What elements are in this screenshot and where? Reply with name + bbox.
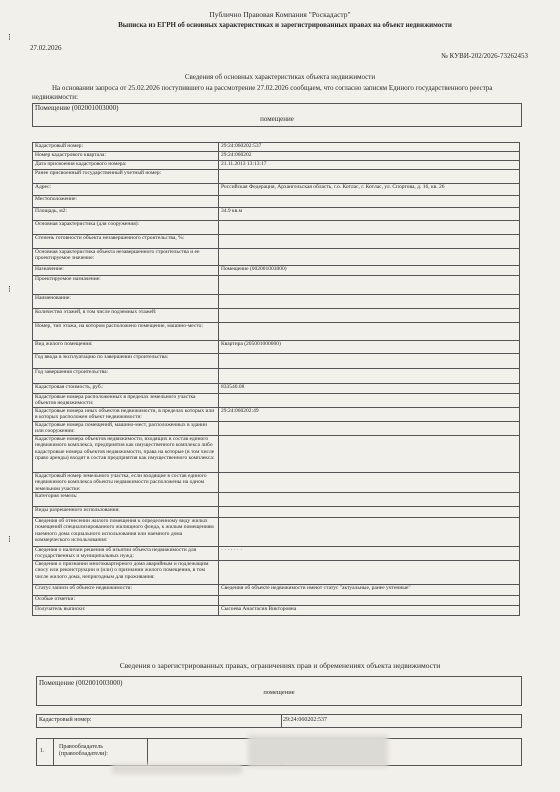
object-type: помещение <box>260 115 294 123</box>
row-value: 833540.08 <box>219 384 520 394</box>
staple-mark: ⁝ <box>8 32 10 42</box>
document-number-suffix: 2453 <box>514 52 528 60</box>
row-label: Сведения о признании многоквартирного дома аварийным и подлежащим сносу или реконструкции и (или) о признании жилого помещения, в том числе жилого дома, непригодным для проживания: <box>33 561 219 585</box>
row-value <box>219 170 520 184</box>
rights-object-header-box <box>36 676 522 706</box>
row-value <box>219 354 520 369</box>
row-value <box>219 235 520 249</box>
row-value <box>219 472 520 492</box>
section-main-characteristics-title: Сведения об основных характеристиках объекта недвижимости <box>184 73 376 81</box>
row-label: Год ввода в эксплуатацию по завершении строительства: <box>33 354 219 369</box>
row-value <box>219 221 520 235</box>
characteristics-row <box>33 161 520 170</box>
row-label: Степень готовности объекта незавершенного строительства, %: <box>33 235 219 249</box>
row-label: Адрес: <box>33 184 219 196</box>
characteristics-row <box>33 493 520 507</box>
extract-date: 27.02.2026 <box>30 44 62 52</box>
row-value: 34.9 кв.м <box>219 208 520 221</box>
row-label: Кадастровые номера объектов недвижимости, входящих в состав единого недвижимого комплекса, предприятия как имущественного комплекса либо кадастровые номера объектов недвижимости, права на которые (в том числе право аренды) входят в состав предприятия как имущественного комплекса: <box>33 435 219 472</box>
row-value <box>219 369 520 384</box>
row-label: Проектируемое назначение: <box>33 276 219 295</box>
row-value <box>219 421 520 435</box>
characteristics-row <box>33 295 520 309</box>
row-value <box>219 196 520 208</box>
row-value: Российская Федерация, Архангельская область, г.о. Котлас, г. Котлас, ул. Спортова, д. 16, кв. 26 <box>219 184 520 196</box>
characteristics-row <box>33 170 520 184</box>
object-label: Помещение (002001003000) <box>35 104 119 112</box>
rights-object-label: Помещение (002001003000) <box>39 679 123 687</box>
row-label: Кадастровый номер: <box>33 143 219 152</box>
document-number <box>441 52 528 60</box>
characteristics-row <box>33 309 520 323</box>
row-label: Год завершения строительства: <box>33 369 219 384</box>
characteristics-row <box>33 369 520 384</box>
characteristics-row <box>33 249 520 266</box>
object-header-box <box>32 103 522 127</box>
row-label: Кадастровая стоимость, руб.: <box>33 384 219 394</box>
row-value: 29:24:060202:49 <box>219 407 520 421</box>
staple-mark: ⁝ <box>8 284 10 294</box>
row-value <box>219 309 520 323</box>
row-value: 21.11.2013 13:13:17 <box>219 161 520 170</box>
row-label: Номер кадастрового квартала: <box>33 152 219 161</box>
characteristics-row <box>33 208 520 221</box>
row-value <box>219 276 520 295</box>
extract-title: Выписка из ЕГРН об основных характеристиках и зарегистрированных правах на объект недвижимости <box>118 21 452 29</box>
row-value <box>219 323 520 341</box>
characteristics-row <box>33 472 520 492</box>
characteristics-row <box>33 384 520 394</box>
row-value: Помещение (002001003000) <box>219 266 520 276</box>
row-label: Кадастровые номера иных объектов недвижимости, в пределах которых или в которых расположен объект недвижимости: <box>33 407 219 421</box>
rights-cadastral-row <box>36 714 522 728</box>
characteristics-row <box>33 152 520 161</box>
characteristics-row <box>33 196 520 208</box>
characteristics-row <box>33 561 520 585</box>
row-label: Ранее присвоенный государственный учетный номер: <box>33 170 219 184</box>
row-value: Квартира (205001000000) <box>219 341 520 354</box>
row-label: Особые отметки: <box>33 596 219 606</box>
row-label: Кадастровые номера расположенных в пределах земельного участка объектов недвижимости: <box>33 394 219 408</box>
redaction-blur <box>112 764 242 774</box>
staple-mark: ⁝ <box>8 534 10 544</box>
characteristics-row <box>33 394 520 408</box>
characteristics-row <box>33 596 520 606</box>
characteristics-row <box>33 407 520 421</box>
row-value <box>219 295 520 309</box>
row-value <box>219 507 520 518</box>
characteristics-row <box>33 606 520 616</box>
row-value <box>219 493 520 507</box>
row-label: Основная характеристика объекта незавершенного строительства и ее проектируемое значение: <box>33 249 219 266</box>
row-value: Сысоева Анастасия Викторовна <box>219 606 520 616</box>
document-number-main: № КУВИ-202/2026-7326 <box>441 52 514 60</box>
redaction-blur <box>248 735 388 767</box>
row-label: Категория земель: <box>33 493 219 507</box>
row-label: Количество этажей, в том числе подземных этажей: <box>33 309 219 323</box>
section-rights-title: Сведения о зарегистрированных правах, ограничениях прав и обременениях объекта недвижимости <box>119 661 441 670</box>
row-label: Кадастровый номер земельного участка, если входящие в состав единого недвижимого комплекса объекты недвижимости расположены на одном земельном участке: <box>33 472 219 492</box>
characteristics-row <box>33 354 520 369</box>
row-value: · · · · · · · <box>219 547 520 561</box>
characteristics-row <box>33 341 520 354</box>
basis-statement: На основании запроса от 25.02.2026 поступившего на рассмотрение 27.02.2026 сообщаем, что согласно записям Единого государственного реестра недвижимости: <box>32 84 493 101</box>
row-value <box>219 435 520 472</box>
row-label: Статус записи об объекте недвижимости: <box>33 585 219 596</box>
row-label: Основная характеристика (для сооружения): <box>33 221 219 235</box>
rights-cadastral-label: Кадастровый номер: <box>39 717 92 723</box>
row-label: Дата присвоения кадастрового номера: <box>33 161 219 170</box>
rights-object-type: помещение <box>263 689 295 696</box>
row-label: Сведения об отнесении жилого помещения к определенному виду жилых помещений специализированного жилищного фонда, к жилым помещениям наемного дома социального использования или наемного дома коммерческого использования: <box>33 518 219 547</box>
row-value <box>219 596 520 606</box>
row-value: 29:24:060202:537 <box>219 143 520 152</box>
company-name: Публично Правовая Компания "Роскадастр" <box>209 10 351 19</box>
characteristics-row <box>33 518 520 547</box>
right-holder-label: Правообладатель (правообладатели): <box>59 744 108 757</box>
row-value <box>219 249 520 266</box>
right-holder-number: 1. <box>40 748 45 754</box>
characteristics-row <box>33 221 520 235</box>
row-label: Номер, тип этажа, на котором расположено помещение, машино-место: <box>33 323 219 341</box>
row-label: Виды разрешенного использования: <box>33 507 219 518</box>
characteristics-row <box>33 276 520 295</box>
row-label: Вид жилого помещения: <box>33 341 219 354</box>
row-value: 29:24:060202 <box>219 152 520 161</box>
row-label: Сведения о наличии решения об изъятии объекта недвижимости для государственных и муниципальных нужд: <box>33 547 219 561</box>
row-value <box>219 394 520 408</box>
characteristics-row <box>33 235 520 249</box>
characteristics-row <box>33 547 520 561</box>
characteristics-table <box>32 142 520 616</box>
row-label: Назначение: <box>33 266 219 276</box>
characteristics-row <box>33 585 520 596</box>
row-label: Местоположение: <box>33 196 219 208</box>
row-label: Получатель выписки: <box>33 606 219 616</box>
row-value: Сведения об объекте недвижимости имеют статус "актуальные, ранее учтенные" <box>219 585 520 596</box>
characteristics-row <box>33 435 520 472</box>
characteristics-row <box>33 143 520 152</box>
row-label: Кадастровые номера помещений, машино-мест, расположенных в здании или сооружении: <box>33 421 219 435</box>
characteristics-row <box>33 507 520 518</box>
row-label: Наименование: <box>33 295 219 309</box>
characteristics-row <box>33 184 520 196</box>
characteristics-row <box>33 421 520 435</box>
characteristics-row <box>33 266 520 276</box>
row-label: Площадь, м2: <box>33 208 219 221</box>
row-value <box>219 561 520 585</box>
row-value <box>219 518 520 547</box>
rights-cadastral-value: 29:24:060202:537 <box>283 717 328 723</box>
characteristics-row <box>33 323 520 341</box>
